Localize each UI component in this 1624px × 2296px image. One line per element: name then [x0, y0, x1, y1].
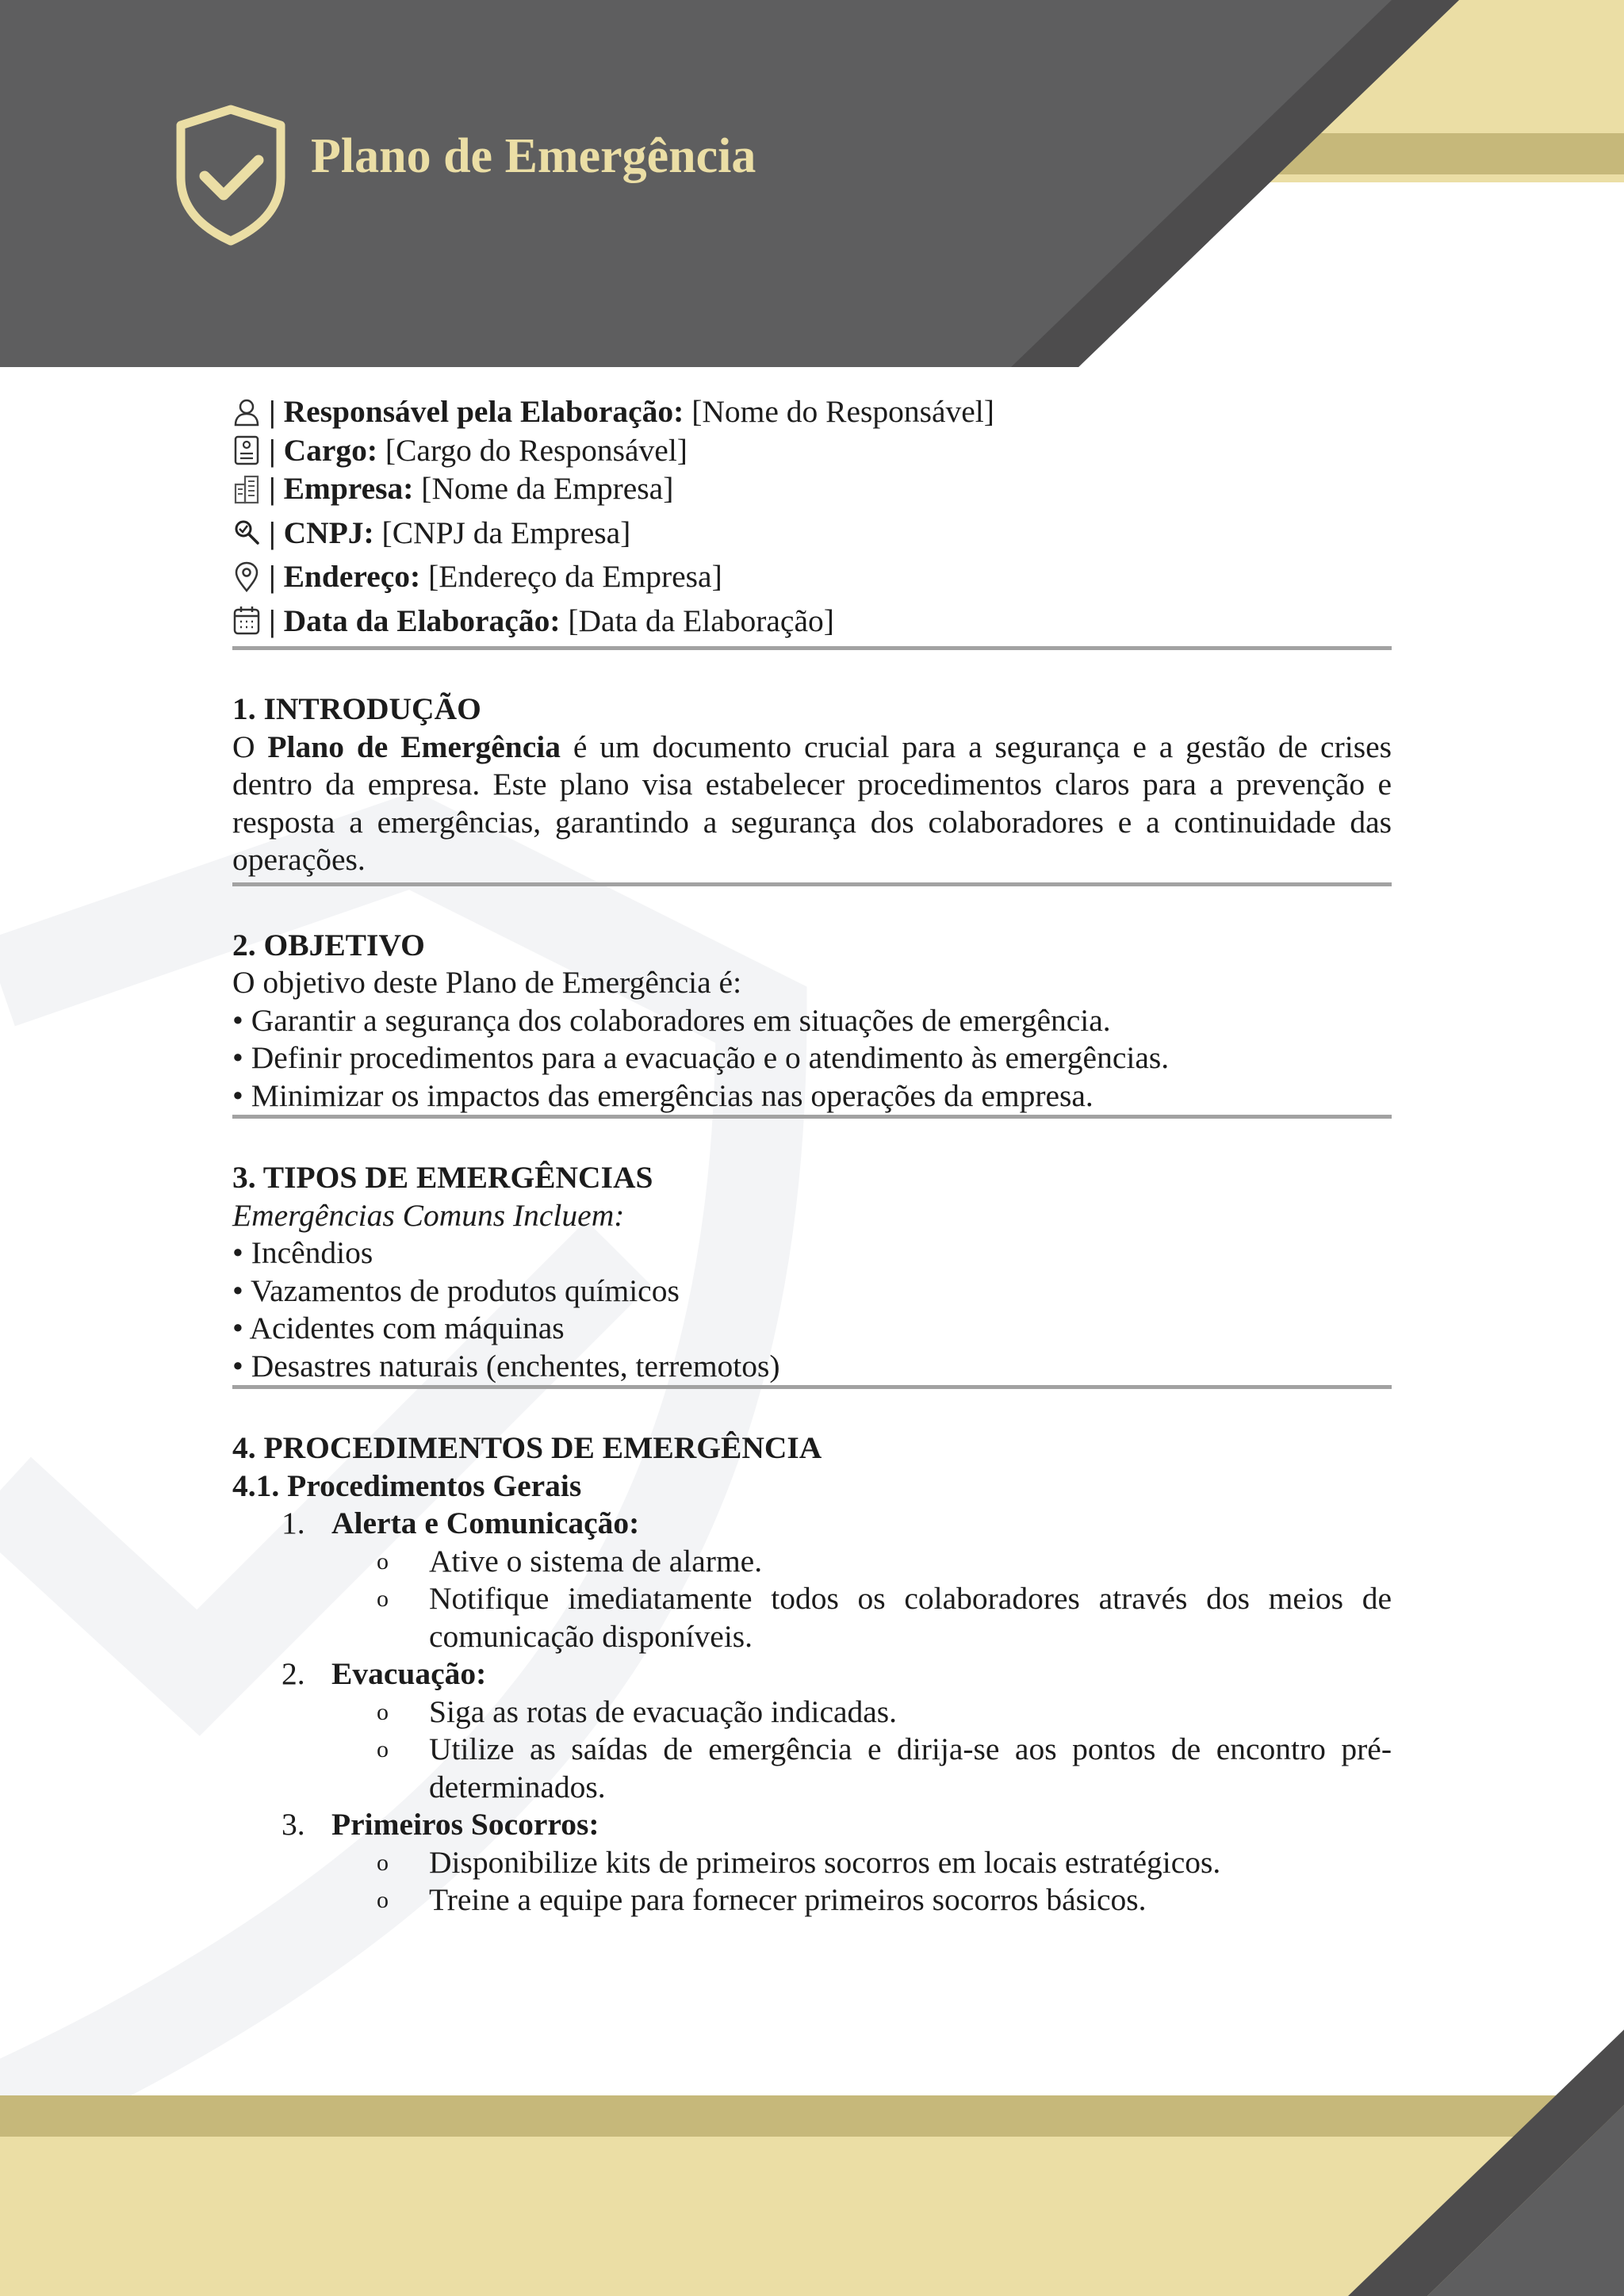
- sub-item: [232, 1844, 1392, 1882]
- section-introducao: [232, 691, 1392, 879]
- sub-item-text: Utilize as saídas de emergência e dirija-se aos pontos de encontro pré-determinados.: [429, 1732, 1392, 1804]
- divider: [232, 1385, 1392, 1389]
- meta-label: | Endereço:: [269, 559, 421, 594]
- objetivo-lead: O objetivo deste Plano de Emergência é:: [232, 965, 742, 1000]
- section-heading: 2. OBJETIVO: [232, 927, 425, 962]
- section-heading: 1. INTRODUÇÃO: [232, 691, 481, 726]
- divider: [232, 882, 1392, 886]
- user-icon: [232, 396, 261, 428]
- step-number: 3.: [282, 1807, 305, 1842]
- meta-row-cnpj: [232, 515, 1392, 553]
- meta-label: | CNPJ:: [269, 515, 374, 550]
- section-objetivo: [232, 927, 1392, 1115]
- procedures-list: [232, 1505, 1392, 1919]
- sub-item-text: Treine a equipe para fornecer primeiros socorros básicos.: [429, 1882, 1147, 1917]
- meta-value: [Cargo do Responsável]: [377, 432, 688, 468]
- list-item: • Vazamentos de produtos químicos: [232, 1272, 680, 1308]
- meta-label: | Data da Elaboração:: [269, 603, 561, 638]
- meta-row-cargo: [232, 432, 1392, 470]
- circle-bullet: o: [377, 1548, 389, 1575]
- document-body: [232, 393, 1392, 1919]
- step-number: 2.: [282, 1656, 305, 1691]
- list-item: • Desastres naturais (enchentes, terremotos): [232, 1348, 780, 1383]
- procedure-step: [232, 1655, 1392, 1693]
- intro-paragraph: [232, 729, 1392, 879]
- meta-block: [232, 393, 1392, 640]
- sub-item: [232, 1543, 1392, 1581]
- step-number: 1.: [282, 1506, 305, 1540]
- objetivo-list: [232, 1002, 1392, 1115]
- meta-row-responsavel: [232, 393, 1392, 431]
- meta-row-endereco: [232, 558, 1392, 596]
- list-item: • Garantir a segurança dos colaboradores em situações de emergência.: [232, 1002, 1111, 1038]
- circle-bullet: o: [377, 1849, 389, 1876]
- section-heading: 3. TIPOS DE EMERGÊNCIAS: [232, 1160, 653, 1195]
- meta-label: | Responsável pela Elaboração:: [269, 394, 684, 429]
- subsection-heading: 4.1. Procedimentos Gerais: [232, 1468, 582, 1503]
- sub-item-text: Ative o sistema de alarme.: [429, 1543, 763, 1578]
- intro-bold: Plano de Emergência: [267, 729, 561, 764]
- sub-item: [232, 1881, 1392, 1919]
- calendar-icon: [232, 605, 261, 637]
- sub-item-text: Disponibilize kits de primeiros socorros em locais estratégicos.: [429, 1844, 1221, 1880]
- section-tipos: [232, 1159, 1392, 1385]
- meta-value: [Endereço da Empresa]: [420, 559, 722, 594]
- divider: [232, 646, 1392, 650]
- section-procedimentos: [232, 1429, 1392, 1919]
- sub-item: [232, 1693, 1392, 1732]
- procedure-step: [232, 1806, 1392, 1844]
- page-title: Plano de Emergência: [311, 129, 756, 183]
- meta-value: [Nome da Empresa]: [413, 471, 674, 506]
- meta-value: [Data da Elaboração]: [560, 603, 834, 638]
- circle-bullet: o: [377, 1736, 389, 1762]
- id-card-icon: [232, 434, 261, 466]
- meta-value: [Nome do Responsável]: [684, 394, 994, 429]
- list-item: • Minimizar os impactos das emergências nas operações da empresa.: [232, 1077, 1094, 1113]
- sub-item: [232, 1731, 1392, 1806]
- list-item: • Incêndios: [232, 1235, 373, 1270]
- meta-value: [CNPJ da Empresa]: [373, 515, 631, 550]
- shield-check-icon: [174, 105, 287, 246]
- intro-text: é um documento crucial para a segurança e a gestão de crises dentro da empresa. Este plano visa estabelecer procedimentos claros para a prevenção e resposta a emergências, garantindo a segurança dos colaboradores e a continuidade das operações.: [232, 729, 1392, 877]
- sub-item: [232, 1580, 1392, 1655]
- circle-bullet: o: [377, 1698, 389, 1725]
- step-title: Primeiros Socorros:: [331, 1807, 599, 1842]
- procedure-step: [232, 1505, 1392, 1543]
- list-item: • Definir procedimentos para a evacuação e o atendimento às emergências.: [232, 1040, 1170, 1075]
- list-item: • Acidentes com máquinas: [232, 1311, 565, 1345]
- circle-bullet: o: [377, 1586, 389, 1612]
- step-title: Alerta e Comunicação:: [331, 1506, 640, 1540]
- footer-gold-stripe: [0, 2095, 1624, 2137]
- circle-bullet: o: [377, 1887, 389, 1913]
- search-document-icon: [232, 517, 261, 549]
- tipos-subtitle: Emergências Comuns Incluem:: [232, 1197, 625, 1233]
- sub-item-text: Siga as rotas de evacuação indicadas.: [429, 1693, 898, 1729]
- location-pin-icon: [232, 561, 261, 593]
- meta-row-empresa: [232, 470, 1392, 508]
- meta-row-data: [232, 603, 1392, 641]
- meta-label: | Cargo:: [269, 432, 378, 468]
- meta-label: | Empresa:: [269, 471, 414, 506]
- sub-item-text: Notifique imediatamente todos os colaboradores através dos meios de comunicação disponíveis.: [429, 1581, 1392, 1654]
- section-heading: 4. PROCEDIMENTOS DE EMERGÊNCIA: [232, 1430, 822, 1465]
- step-title: Evacuação:: [331, 1656, 487, 1691]
- divider: [232, 1115, 1392, 1119]
- intro-lead: O: [232, 729, 268, 764]
- building-icon: [232, 473, 261, 505]
- tipos-list: [232, 1234, 1392, 1385]
